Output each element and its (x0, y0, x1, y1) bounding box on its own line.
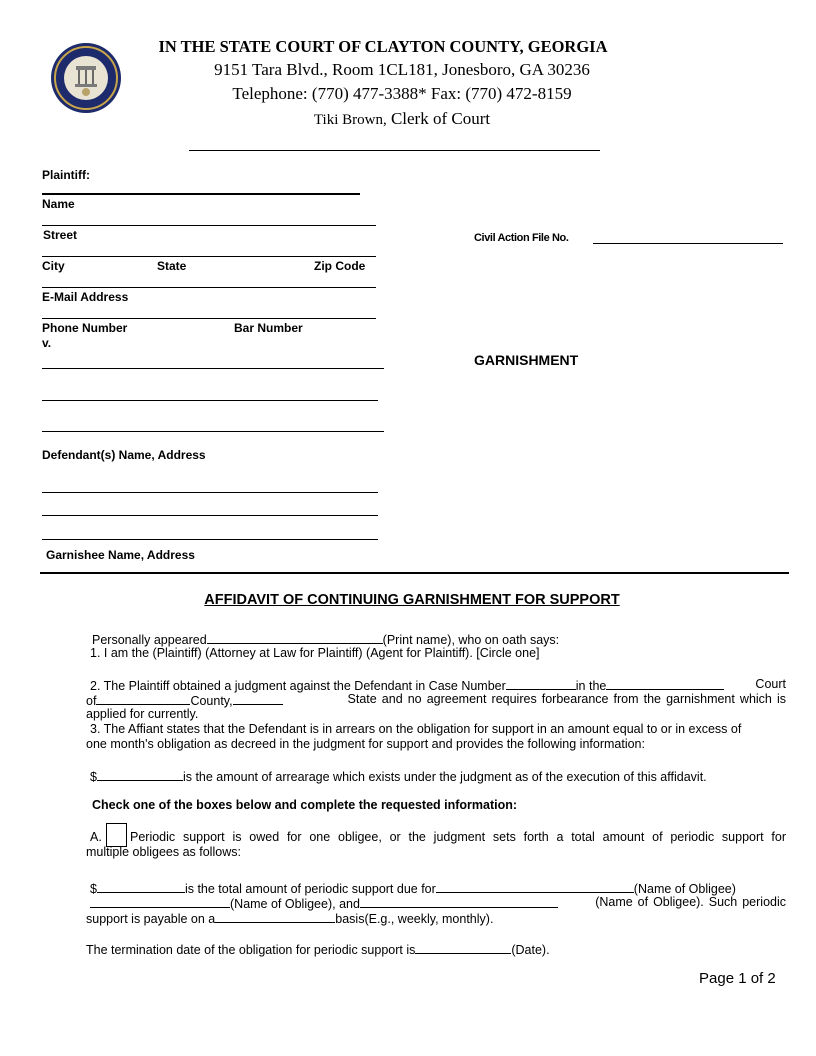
payable-basis-input[interactable] (215, 910, 335, 923)
clerk-name: Tiki Brown, (313, 112, 387, 128)
garnishee-line-3[interactable] (42, 539, 378, 540)
civil-action-input[interactable] (593, 243, 783, 244)
civil-action-label: Civil Action File No. (474, 232, 569, 244)
termination-date-input[interactable] (415, 941, 511, 954)
payable-line: support is payable on a basis(E.g., weekly, monthly). (86, 912, 494, 926)
arrearage-amount-input[interactable] (97, 768, 183, 781)
item-2-line-3: applied for currently. (86, 707, 199, 721)
phone-line[interactable] (42, 318, 376, 319)
court-name: IN THE STATE COURT OF CLAYTON COUNTY, GEORGIA (158, 37, 608, 56)
garnishee-label: Garnishee Name, Address (46, 548, 195, 562)
option-a-line-1: Periodic support is owed for one obligee, or the judgment sets forth a total amount of periodic support for (130, 830, 786, 844)
defendant-label: Defendant(s) Name, Address (42, 448, 206, 462)
check-heading: Check one of the boxes below and complete the requested information: (92, 798, 518, 812)
city-line[interactable] (42, 256, 376, 257)
obligee-1-input[interactable] (436, 880, 634, 893)
street-line[interactable] (42, 225, 376, 226)
arrearage-line: $ is the amount of arrearage which exists under the judgment as of the execution of this affidavit. (90, 770, 707, 784)
garnishee-line-2[interactable] (42, 515, 378, 516)
item-2-line-1: 2. The Plaintiff obtained a judgment against the Defendant in Case Number in the Court (90, 677, 786, 693)
total-support-line: $ is the total amount of periodic support due for (Name of Obligee) (90, 882, 736, 896)
state-input[interactable] (233, 692, 283, 705)
page-indicator: Page 1 of 2 (699, 970, 776, 987)
garnishee-line-1[interactable] (42, 492, 378, 493)
court-phone-fax: Telephone: (770) 477-3388* Fax: (770) 472-8159 (232, 84, 572, 103)
court-address: 9151 Tara Blvd., Room 1CL181, Jonesboro, GA 30236 (214, 60, 590, 79)
zip-label: Zip Code (314, 259, 366, 273)
plaintiff-label: Plaintiff: (42, 168, 90, 182)
case-number-input[interactable] (506, 677, 576, 690)
header-divider (189, 150, 600, 151)
obligee-line: (Name of Obligee), and (Name of Obligee). Such periodic (90, 895, 786, 911)
court-input[interactable] (606, 677, 724, 690)
option-a-label: A. (90, 830, 102, 844)
email-line[interactable] (42, 287, 376, 288)
garnishment-label: GARNISHMENT (474, 352, 579, 368)
email-label: E-Mail Address (42, 290, 129, 304)
print-name-input[interactable] (207, 631, 383, 644)
total-amount-input[interactable] (97, 880, 185, 893)
street-label: Street (43, 228, 78, 242)
defendant-line-2[interactable] (42, 400, 378, 401)
clerk-title: Clerk of Court (390, 109, 491, 128)
county-input[interactable] (96, 692, 190, 705)
obligee-2-input[interactable] (90, 895, 230, 908)
section-divider (40, 572, 789, 574)
versus-label: v. (42, 336, 52, 350)
plaintiff-line[interactable] (42, 193, 360, 195)
obligee-3-input[interactable] (360, 895, 558, 908)
item-3-line-1: 3. The Affiant states that the Defendant is in arrears on the obligation for support in an amount equal to or in excess of (90, 722, 742, 736)
bar-number-label: Bar Number (234, 321, 303, 335)
phone-label: Phone Number (42, 321, 128, 335)
city-label: City (42, 259, 65, 273)
defendant-line-1[interactable] (42, 368, 384, 369)
item-1: 1. I am the (Plaintiff) (Attorney at Law for Plaintiff) (Agent for Plaintiff). [Circle one] (90, 646, 540, 660)
option-a-checkbox[interactable] (106, 823, 127, 847)
appeared-line: Personally appeared (Print name), who on oath says: (92, 633, 560, 647)
name-label: Name (42, 197, 75, 211)
termination-line: The termination date of the obligation for periodic support is (Date). (86, 943, 550, 957)
clerk-line (0, 109, 804, 129)
defendant-line-3[interactable] (42, 431, 384, 432)
option-a-line-2: multiple obligees as follows: (86, 845, 241, 859)
affidavit-title: AFFIDAVIT OF CONTINUING GARNISHMENT FOR SUPPORT (204, 592, 620, 608)
state-label: State (157, 259, 187, 273)
item-3-line-2: one month's obligation as decreed in the judgment for support and provides the following information: (86, 737, 645, 751)
item-2-line-2: of County, State and no agreement requires forbearance from the garnishment which is (86, 692, 786, 708)
